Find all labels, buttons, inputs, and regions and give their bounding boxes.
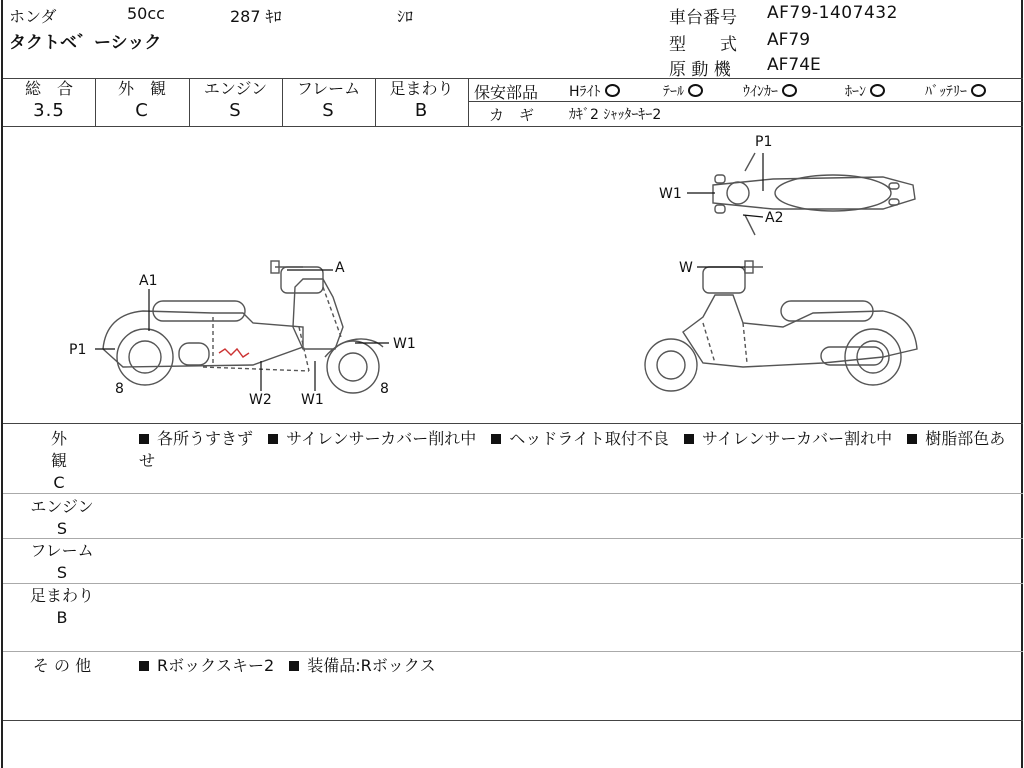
other-section-title: そ の 他: [32, 656, 92, 675]
damage-diagram: [3, 127, 1023, 423]
label-eight-left: 8: [115, 381, 124, 397]
label-p1-left: P1: [69, 342, 87, 358]
ok-circle-icon: [782, 84, 797, 97]
safety-item-winker: ｳｲﾝｶｰ: [743, 81, 797, 101]
frame-no-label: 車台番号: [669, 8, 737, 28]
grade-engine: エンジン S: [203, 79, 268, 121]
label-p1-top: P1: [755, 134, 773, 150]
safety-title: 保安部品: [474, 83, 539, 102]
scooter-right-rear-wheel: [845, 329, 901, 385]
scooter-left-rear-wheel: [117, 329, 173, 385]
safety-item-battery: ﾊﾞｯﾃﾘｰ: [925, 81, 986, 101]
model-name: タクトベ゛ーシック: [9, 33, 162, 53]
inspection-sheet: [1, 0, 1023, 768]
grade-frame: フレーム S: [296, 79, 361, 121]
mileage: 287 ｷﾛ: [230, 7, 282, 26]
frame-no: AF79-1407432: [767, 3, 898, 23]
grade-overall: 総 合 3.5: [24, 79, 73, 121]
scooter-left-body: [103, 311, 303, 367]
label-w1-top: W1: [659, 186, 682, 202]
label-w2: W2: [249, 392, 272, 408]
label-a1: A1: [139, 273, 158, 289]
ok-circle-icon: [688, 84, 703, 97]
label-w-right: W: [679, 260, 693, 276]
safety-item-horn: ﾎｰﾝ: [845, 81, 885, 101]
key-label: カ ギ: [489, 106, 535, 124]
type-value: AF79: [767, 30, 811, 50]
ok-circle-icon: [971, 84, 986, 97]
label-eight-right: 8: [380, 381, 389, 397]
frame-section: フレーム S: [30, 541, 94, 582]
engine-section: エンジン S: [30, 497, 94, 538]
safety-item-tail: ﾃｰﾙ: [663, 81, 703, 101]
grade-suspension: 足まわり B: [389, 79, 454, 121]
label-w1-right: W1: [393, 336, 416, 352]
ok-circle-icon: [870, 84, 885, 97]
label-a: A: [335, 260, 345, 276]
scooter-right-front-wheel: [645, 339, 697, 391]
suspension-section: 足まわり B: [29, 586, 94, 627]
color: ｼﾛ: [397, 7, 414, 26]
scooter-left-front-wheel: [327, 341, 379, 393]
other-remarks: Rボックスキー2 装備品:Rボックス: [139, 655, 1009, 677]
ok-circle-icon: [605, 84, 620, 97]
displacement: 50cc: [127, 4, 165, 23]
safety-item-headlight: Hﾗｲﾄ: [569, 81, 620, 101]
scooter-left-legshield: [293, 279, 343, 349]
damage-mark: [219, 349, 249, 357]
grade-exterior: 外 観 C: [117, 79, 166, 121]
engine-value: AF74E: [767, 55, 821, 75]
exterior-remarks: 各所うすきず サイレンサーカバー削れ中 ヘッドライト取付不良 サイレンサーカバー割れ中 樹脂部色あせ: [139, 429, 1006, 470]
engine-label: 原 動 機: [669, 60, 731, 80]
scooter-top-seat: [775, 175, 891, 211]
maker: ホンダ: [9, 7, 57, 26]
label-w1-bottom: W1: [301, 392, 324, 408]
type-label: 型 式: [669, 35, 737, 55]
exterior-section: 外 観 C: [50, 429, 100, 492]
label-a2: A2: [765, 210, 784, 226]
key-value: ｶｷﾞ2 ｼｬｯﾀｰｷｰ2: [569, 107, 662, 123]
